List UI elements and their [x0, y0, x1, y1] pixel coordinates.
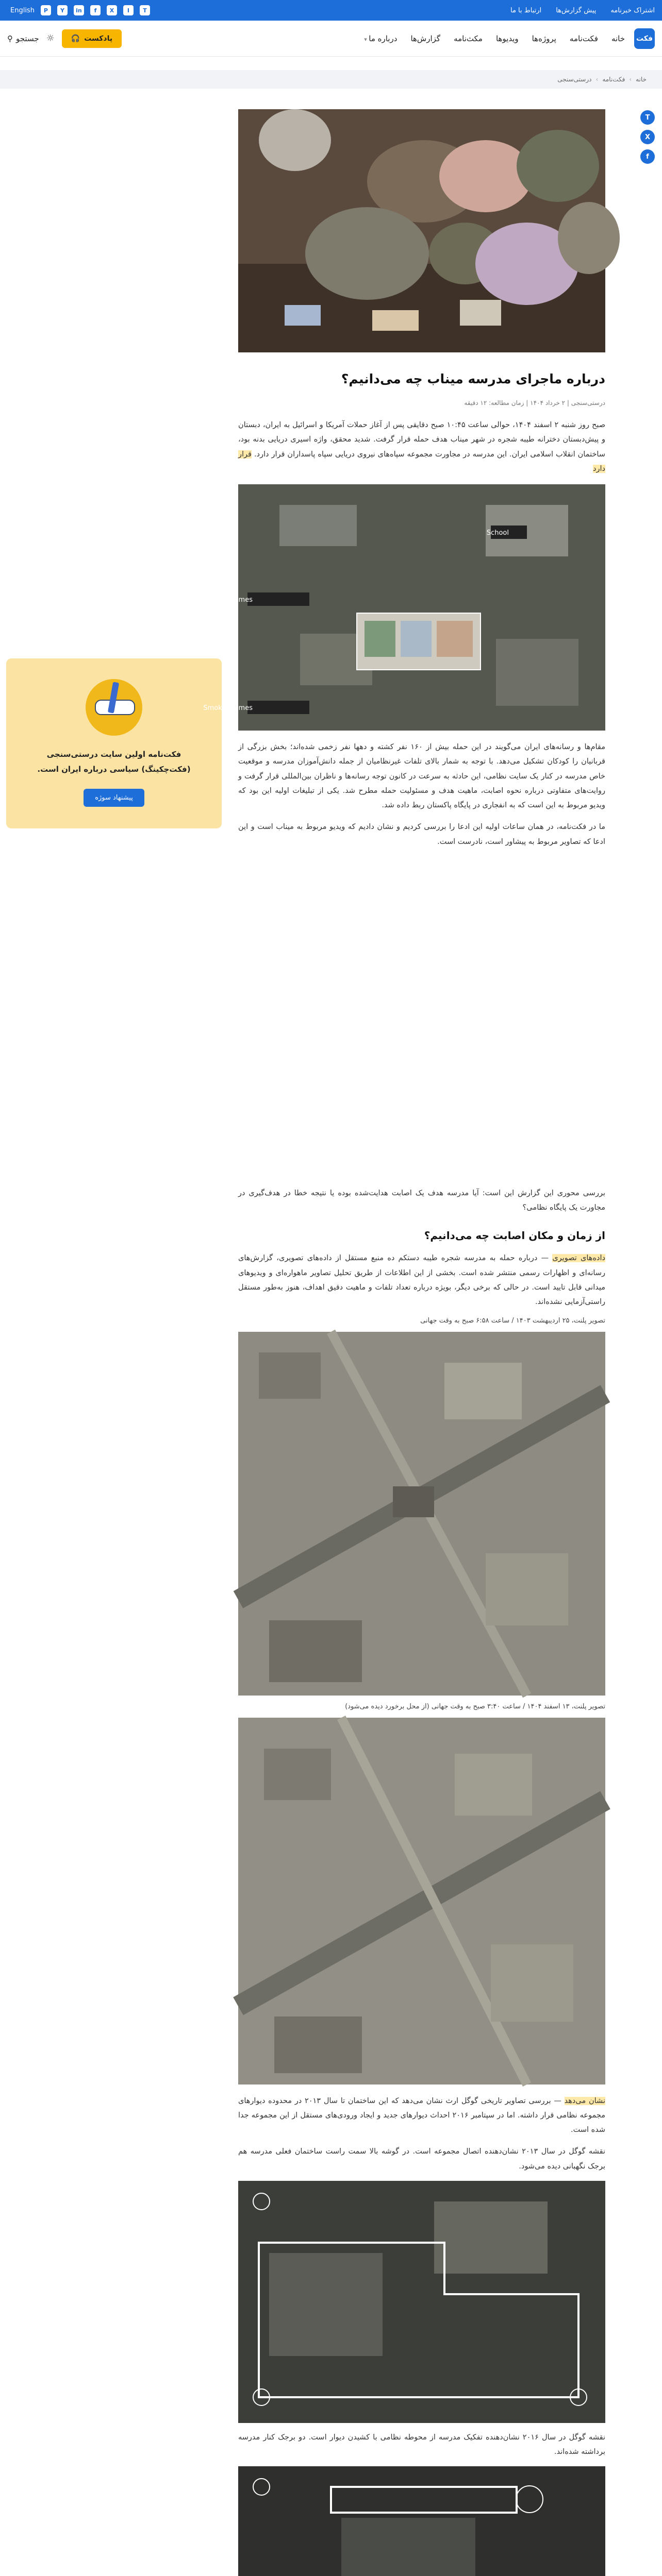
article-meta: درستی‌سنجی | ۲ خرداد ۱۴۰۴ | زمان مطالعه: ۱۲ دقیقه — [464, 399, 605, 406]
breadcrumb-separator: › — [629, 76, 632, 83]
share-facebook-icon[interactable]: f — [640, 149, 655, 164]
youtube-icon[interactable]: Y — [57, 5, 68, 15]
breadcrumb-separator: › — [595, 76, 599, 83]
x-icon[interactable]: X — [107, 5, 117, 15]
scroll-pen-icon — [86, 679, 142, 736]
nav-about[interactable]: درباره ما ▾ — [364, 34, 397, 43]
paragraph-1-highlight: قرار دارد — [238, 450, 605, 473]
label-school: School — [486, 529, 509, 537]
map-2013-image — [238, 2181, 605, 2423]
nav-maksnameh[interactable]: مکث‌نامه — [454, 33, 483, 43]
nav-factnameh[interactable]: فکت‌نامه — [569, 33, 598, 43]
article-title: درباره ماجرای مدرسه میناب چه می‌دانیم؟ — [341, 371, 605, 386]
label-smoke-1: Smoke plumes — [203, 596, 253, 604]
satellite-smoke-image — [203, 484, 605, 731]
site-logo[interactable]: فکت — [634, 28, 655, 49]
suggest-topic-button[interactable]: پیشنهاد سوژه — [84, 789, 144, 807]
breadcrumb-current[interactable]: درستی‌سنجی — [557, 76, 592, 83]
caption-1: تصویر پلنت، ۲۵ اردیبهشت ۱۴۰۳ / ساعت ۶:۵۸ صبح به وقت جهانی — [420, 1316, 605, 1325]
header-actions — [7, 29, 122, 48]
english-link[interactable]: English — [10, 6, 35, 14]
search-button[interactable] — [7, 34, 39, 43]
paragraph-6-highlight: نشان می‌دهد — [564, 2096, 606, 2105]
nav-projects[interactable]: پروژه‌ها — [532, 33, 556, 43]
paragraph-6: نشان می‌دهد — بررسی تصاویر تاریخی گوگل ارث نشان می‌دهد که این ساختمان تا سال ۲۰۱۳ در محدوده دیوارهای مجموعه نظامی قرار داشته. اما در سپتامبر ۲۰۱۶ احداث دیوارهای جدید و ایجاد ورودی‌های مستقل از این مجموعه جدا شده است. — [238, 2096, 606, 2134]
facebook-icon[interactable]: f — [90, 5, 101, 15]
podcast-button-label: پادکست — [84, 34, 113, 43]
satellite-image-1 — [238, 1332, 605, 1696]
podcast-icon[interactable]: P — [41, 5, 51, 15]
paragraph-5: داده‌های تصویری — درباره حمله به مدرسه شجره طیبه دستکم ده منبع مستقل از داده‌های تصویری، گزارش‌های رسانه‌ای و اظهارات رسمی منتشر شده است. بخشی از این اطلاعات از طریق تحلیل تصاویر ماهواره‌ای و ویدیوهای میدانی قابل تایید است. در حالی که برخی دیگر، بویژه درباره تعداد تلفات و ماهیت دقیق اهداف، هنوز به‌طور مستقل راستی‌آزمایی نشده‌اند. — [238, 1254, 605, 1307]
paragraph-4: بررسی محوری این گزارش این است: آیا مدرسه هدف یک اصابت هدایت‌شده بوده یا نتیجه خطا در هدف‌گیری در مجاورت یک پایگاه نظامی؟ — [238, 1189, 605, 1212]
search-icon: ⚲ — [7, 33, 13, 43]
breadcrumb — [0, 70, 662, 89]
label-smoke-2: Smoke plumes — [203, 704, 253, 713]
social-links — [7, 5, 150, 15]
top-links — [510, 7, 655, 14]
paragraph-5-text: درباره حمله به مدرسه شجره طیبه دستکم ده منبع مستقل از داده‌های تصویری، گزارش‌های رسانه‌ای و اظهارات رسمی منتشر شده است. بخشی از این اطلاعات از طریق تحلیل تصاویر ماهواره‌ای و ویدیوهای میدانی قابل تایید است. در حالی که برخی دیگر، بویژه درباره تعداد تلفات و ماهیت دقیق اهداف، هنوز به‌طور مستقل راستی‌آزمایی نشده‌اند. — [238, 1254, 605, 1307]
share-buttons — [640, 110, 655, 164]
top-bar — [0, 0, 662, 21]
nav-home[interactable]: خانه — [611, 33, 625, 43]
breadcrumb-factnameh[interactable]: فکت‌نامه — [602, 76, 625, 83]
telegram-icon[interactable]: T — [140, 5, 150, 15]
map-2016-image — [238, 2466, 605, 2576]
instagram-icon[interactable]: I — [123, 5, 134, 15]
share-x-icon[interactable]: X — [640, 130, 655, 144]
newsletter-link[interactable]: اشتراک خبرنامه — [610, 6, 655, 14]
paragraph-5-highlight: داده‌های تصویری — [552, 1254, 605, 1263]
satellite-image-2 — [238, 1718, 605, 2084]
paragraph-8: نقشه گوگل در سال ۲۰۱۶ نشان‌دهنده تفکیک مدرسه از محوطه نظامی با کشیدن دیوار است. دو برجک کنار مدرسه برداشته شده‌اند. — [238, 2433, 606, 2456]
paragraph-6-text: بررسی تصاویر تاریخی گوگل ارث نشان می‌دهد که این ساختمان تا سال ۲۰۱۳ در محدوده دیوارهای مجموعه نظامی قرار داشته. اما در سپتامبر ۲۰۱۶ احداث دیوارهای جدید و ایجاد ورودی‌های مستقل از این مجموعه جدا شده است. — [238, 2096, 605, 2134]
paragraph-7: نقشه گوگل در سال ۲۰۱۳ نشان‌دهنده اتصال مجموعه است. در گوشه بالا سمت راست ساختمان فعلی مدرسه هم برجک نگهبانی دیده می‌شود. — [238, 2147, 605, 2171]
main-nav — [364, 34, 625, 43]
section-heading: از زمان و مکان اصابت چه می‌دانیم؟ — [424, 1229, 605, 1242]
article — [203, 109, 606, 2576]
hero-image — [238, 109, 605, 352]
paragraph-3: ما در فکت‌نامه، در همان ساعات اولیه این ادعا را بررسی کردیم و نشان دادیم که ویدیو مربوط به میناب است و این ادعا که تصاویر مربوط به پیشاور است، نادرست است. — [238, 823, 605, 846]
breadcrumb-home[interactable]: خانه — [636, 76, 647, 83]
theme-toggle-icon[interactable]: ☼ — [46, 33, 55, 44]
share-telegram-icon[interactable]: T — [640, 110, 655, 125]
paragraph-1-text: صبح روز شنبه ۲ اسفند ۱۴۰۴، حوالی ساعت ۱۰:۴۵ صبح دقایقی پس از آغاز حملات آمریکا و اسرائیل به ایران، دبستان و پیش‌دبستان دخترانه طیبه شجره در شهر میناب هدف حمله قرار گرفت. شدید محقق، واژه اسیری دریایی بدنه بود، ساختمان انقلاب اسلامی ایران. این مدرسه در مجاورت مجموعه سپاه‌های نیروی دریایی سپاه پاسداران قرار دارد. — [238, 421, 606, 459]
reports-link[interactable]: پیش گزارش‌ها — [556, 6, 597, 14]
nav-videos[interactable]: ویدیوها — [495, 33, 519, 43]
main-header — [0, 21, 662, 57]
paragraph-2: مقام‌ها و رسانه‌های ایران می‌گویند در این حمله بیش از ۱۶۰ نفر کشته و دهها نفر زخمی شده‌اند؛ بخش بزرگی از قربانیان را کودکان تشکیل می‌دهد. با توجه به شمار بالای تلفات غیرنظامیان از جمله دانش‌آموزان مدرسه و موقعیت خاص مدرسه در کنار یک سایت نظامی، این حادثه به سرعت در کانون توجه رسانه‌ها و ناظران بین‌المللی قرار گرفت و روایت‌های متفاوتی درباره نحوه اصابت، ماهیت هدف و مسئولیت حمله مطرح شد. یکی از تبلیغات اولیه این بود که ویدیو مربوط به این است که به انفجاری در پایگاه پاکستان ربط داده شد. — [238, 743, 606, 810]
sidebar-promo — [6, 658, 222, 828]
promo-text: فکت‌نامه اولین سایت درستی‌سنجی (فکت‌چکینگ) سیاسی درباره ایران است. — [37, 750, 191, 774]
paragraph-1 — [238, 418, 605, 476]
nav-reports[interactable]: گزارش‌ها — [410, 33, 441, 43]
caption-2: تصویر پلنت، ۱۳ اسفند ۱۴۰۴ / ساعت ۳:۴۰ صبح به وقت جهانی (از محل برخورد دیده می‌شود) — [345, 1702, 605, 1710]
headphones-icon: 🎧 — [71, 34, 80, 43]
embed-placeholder — [238, 856, 605, 1186]
linkedin-icon[interactable]: in — [74, 5, 84, 15]
search-label: جستجو — [16, 33, 39, 43]
contact-link[interactable]: ارتباط با ما — [510, 6, 542, 14]
podcast-button[interactable] — [62, 29, 122, 48]
